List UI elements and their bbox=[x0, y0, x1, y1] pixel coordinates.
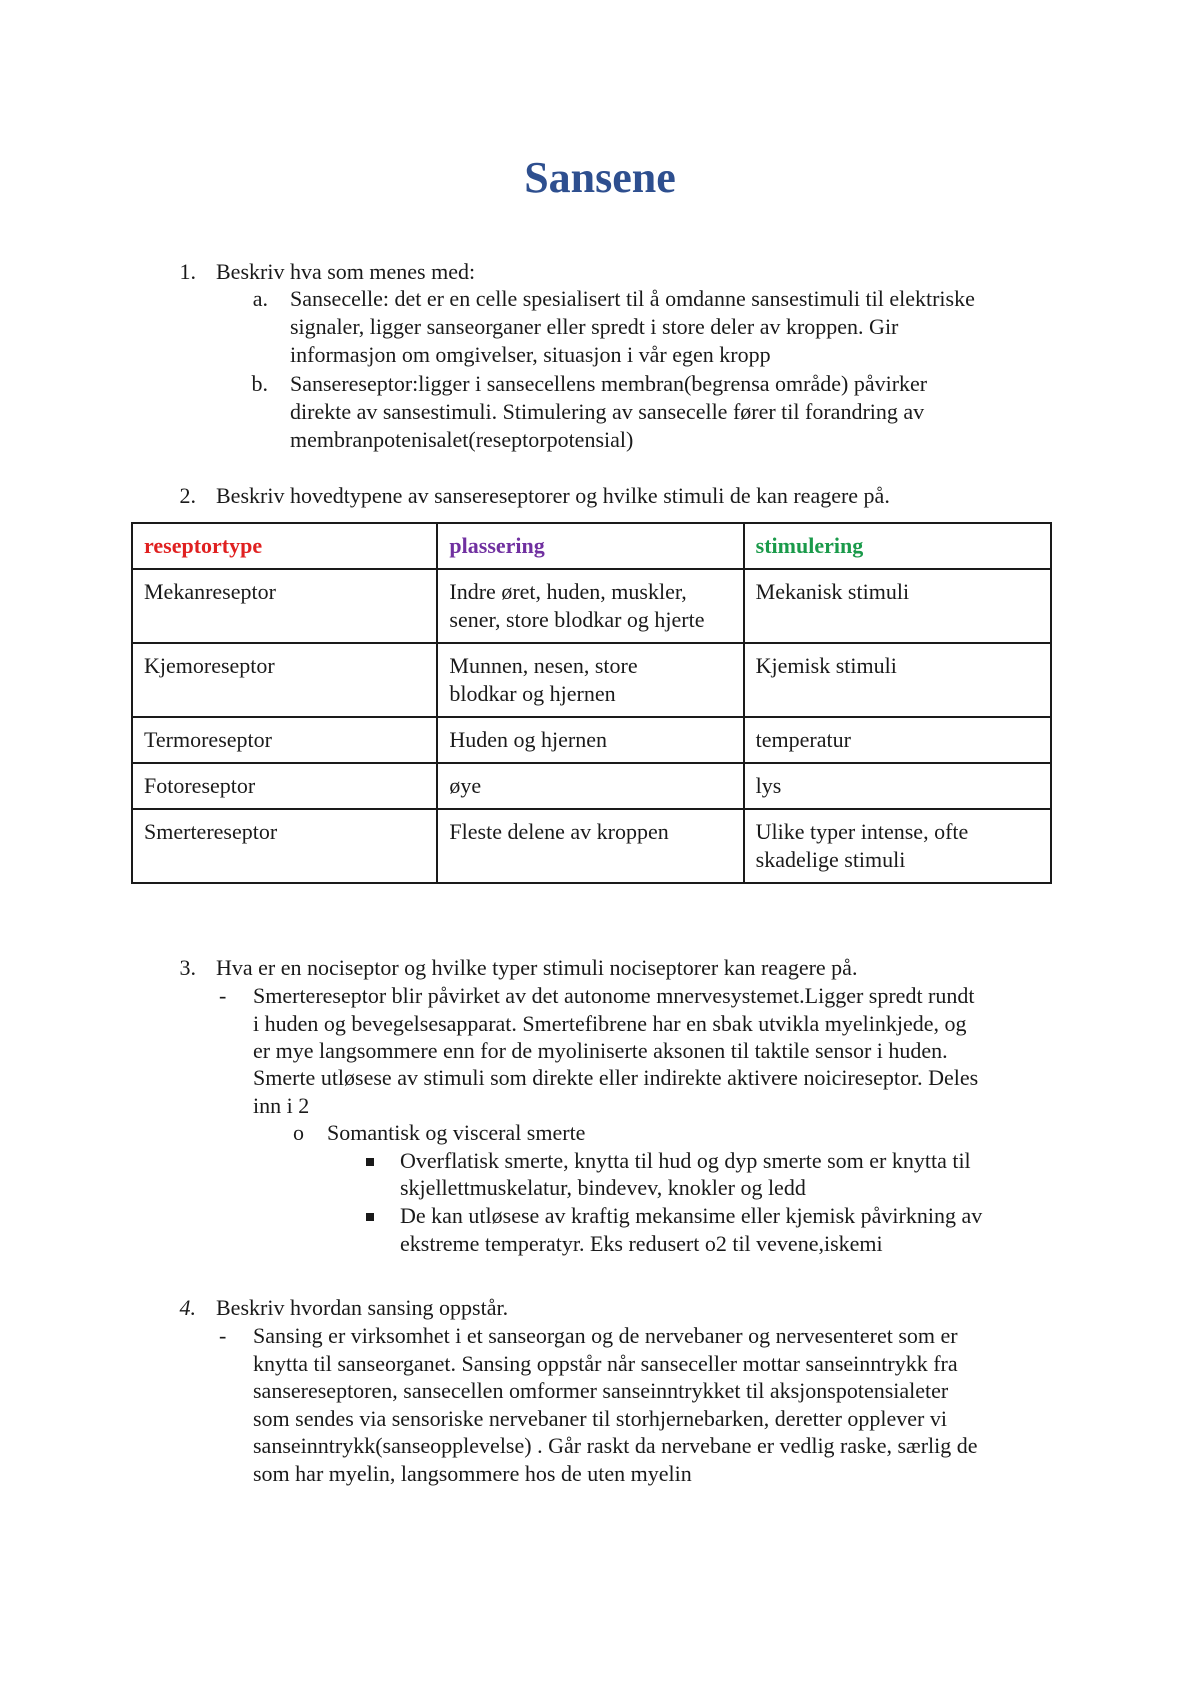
q4-text: Beskriv hvordan sansing oppstår. bbox=[216, 1295, 509, 1320]
table-cell bbox=[132, 643, 437, 717]
cell-text: lys bbox=[755, 773, 782, 798]
table-cell bbox=[437, 809, 743, 883]
q3-number: 3. bbox=[179, 955, 196, 980]
q3-line: er mye langsommere enn for de myoliniserte aksonen til taktile sensor i huden. bbox=[253, 1038, 948, 1063]
table-cell bbox=[744, 809, 1051, 883]
cell-text: blodkar og hjernen bbox=[449, 681, 616, 706]
q3-line: Smerte utløsese av stimuli som direkte eller indirekte aktivere noicireseptor. Deles bbox=[253, 1065, 979, 1090]
table-cell bbox=[437, 569, 743, 643]
cell-text: Smertereseptor bbox=[144, 819, 278, 844]
q3-line: i huden og bevegelsesapparat. Smertefibrene har en sbak utvikla myelinkjede, og bbox=[253, 1011, 967, 1036]
q3-line: Smertereseptor blir påvirket av det autonome mnervesystemet.Ligger spredt rundt bbox=[253, 983, 975, 1008]
cell-text: Fleste delene av kroppen bbox=[449, 819, 669, 844]
q1-a-line: Sansecelle: det er en celle spesialisert til å omdanne sansestimuli til elektriske bbox=[290, 286, 975, 311]
q3-bullet1-line: Overflatisk smerte, knytta til hud og dyp smerte som er knytta til bbox=[400, 1148, 971, 1173]
cell-text: Mekanisk stimuli bbox=[755, 579, 910, 604]
table-cell bbox=[744, 569, 1051, 643]
cell-text: Ulike typer intense, ofte bbox=[755, 819, 969, 844]
receptor-table bbox=[131, 522, 1052, 884]
cell-text: Mekanreseptor bbox=[144, 579, 276, 604]
table-row bbox=[132, 809, 1051, 883]
q3-bullet1-line: skjellettmuskelatur, bindevev, knokler og ledd bbox=[400, 1175, 806, 1200]
q2-number: 2. bbox=[179, 483, 196, 508]
q4-number: 4. bbox=[179, 1295, 196, 1320]
table-cell bbox=[132, 809, 437, 883]
header-cell bbox=[437, 523, 743, 569]
q3-sub: Somantisk og visceral smerte bbox=[327, 1120, 586, 1145]
table-cell bbox=[132, 763, 437, 809]
q1-number: 1. bbox=[179, 259, 196, 284]
square-bullet-icon bbox=[366, 1213, 374, 1221]
q4-line: som har myelin, langsommere hos de uten myelin bbox=[253, 1461, 692, 1486]
table-cell bbox=[744, 717, 1051, 763]
q3-text: Hva er en nociseptor og hvilke typer stimuli nociseptorer kan reagere på. bbox=[216, 955, 858, 980]
q1-b-line: Sansereseptor:ligger i sansecellens membran(begrensa område) påvirker bbox=[290, 371, 928, 396]
cell-text: Huden og hjernen bbox=[449, 727, 608, 752]
header-cell bbox=[744, 523, 1051, 569]
table-cell bbox=[437, 643, 743, 717]
cell-text: Indre øret, huden, muskler, bbox=[449, 579, 687, 604]
header-plassering: plassering bbox=[449, 533, 545, 558]
header-stimulering: stimulering bbox=[755, 533, 864, 558]
page-title: Sansene bbox=[524, 153, 676, 202]
cell-text: Termoreseptor bbox=[144, 727, 272, 752]
q1-text: Beskriv hva som menes med: bbox=[216, 259, 476, 284]
q4-line: som sendes via sensoriske nervebaner til storhjernebarken, deretter opplever vi bbox=[253, 1406, 947, 1431]
q1-a-line: signaler, ligger sanseorganer eller spredt i store deler av kroppen. Gir bbox=[290, 314, 899, 339]
q3-bullet2-line: ekstreme temperatyr. Eks redusert o2 til vevene,iskemi bbox=[400, 1231, 883, 1256]
circle-bullet-icon: o bbox=[293, 1120, 304, 1145]
q4-line: knytta til sanseorganet. Sansing oppstår når sanseceller mottar sanseinntrykk fra bbox=[253, 1351, 958, 1376]
cell-text: temperatur bbox=[755, 727, 851, 752]
table-cell bbox=[437, 717, 743, 763]
cell-text: skadelige stimuli bbox=[755, 847, 906, 872]
q1-b-marker: b. bbox=[251, 371, 268, 396]
q1-b-line: membranpotenisalet(reseptorpotensial) bbox=[290, 427, 634, 452]
table-row bbox=[132, 717, 1051, 763]
table-cell bbox=[744, 763, 1051, 809]
q1-a-marker: a. bbox=[252, 286, 268, 311]
q4-line: sanseinntrykk(sanseopplevelse) . Går raskt da nervebane er vedlig raske, særlig de bbox=[253, 1433, 978, 1458]
q3-bullet2-line: De kan utløsese av kraftig mekansime eller kjemisk påvirkning av bbox=[400, 1203, 983, 1228]
table-row bbox=[132, 643, 1051, 717]
cell-text: øye bbox=[449, 773, 482, 798]
q4-line: Sansing er virksomhet i et sanseorgan og de nervebaner og nervesenteret som er bbox=[253, 1323, 958, 1348]
square-bullet-icon bbox=[366, 1158, 374, 1166]
cell-text: sener, store blodkar og hjerte bbox=[449, 607, 705, 632]
q1-a-line: informasjon om omgivelser, situasjon i vår egen kropp bbox=[290, 342, 771, 367]
cell-text: Munnen, nesen, store bbox=[449, 653, 638, 678]
table-row bbox=[132, 763, 1051, 809]
q3-line: inn i 2 bbox=[253, 1093, 310, 1118]
header-cell bbox=[132, 523, 437, 569]
table-cell bbox=[744, 643, 1051, 717]
table-cell bbox=[132, 569, 437, 643]
cell-text: Kjemoreseptor bbox=[144, 653, 275, 678]
q4-line: sansereseptoren, sansecellen omformer sanseinntrykket til aksjonspotensialeter bbox=[253, 1378, 949, 1403]
q1-b-line: direkte av sansestimuli. Stimulering av sansecelle fører til forandring av bbox=[290, 399, 925, 424]
table-header-row bbox=[132, 523, 1051, 569]
q4-dash: - bbox=[219, 1323, 227, 1348]
table-cell bbox=[437, 763, 743, 809]
q2-text: Beskriv hovedtypene av sansereseptorer og hvilke stimuli de kan reagere på. bbox=[216, 483, 890, 508]
table-cell bbox=[132, 717, 437, 763]
header-reseptortype: reseptortype bbox=[144, 533, 263, 558]
q3-dash: - bbox=[219, 983, 227, 1008]
cell-text: Fotoreseptor bbox=[144, 773, 256, 798]
table-row bbox=[132, 569, 1051, 643]
cell-text: Kjemisk stimuli bbox=[755, 653, 897, 678]
